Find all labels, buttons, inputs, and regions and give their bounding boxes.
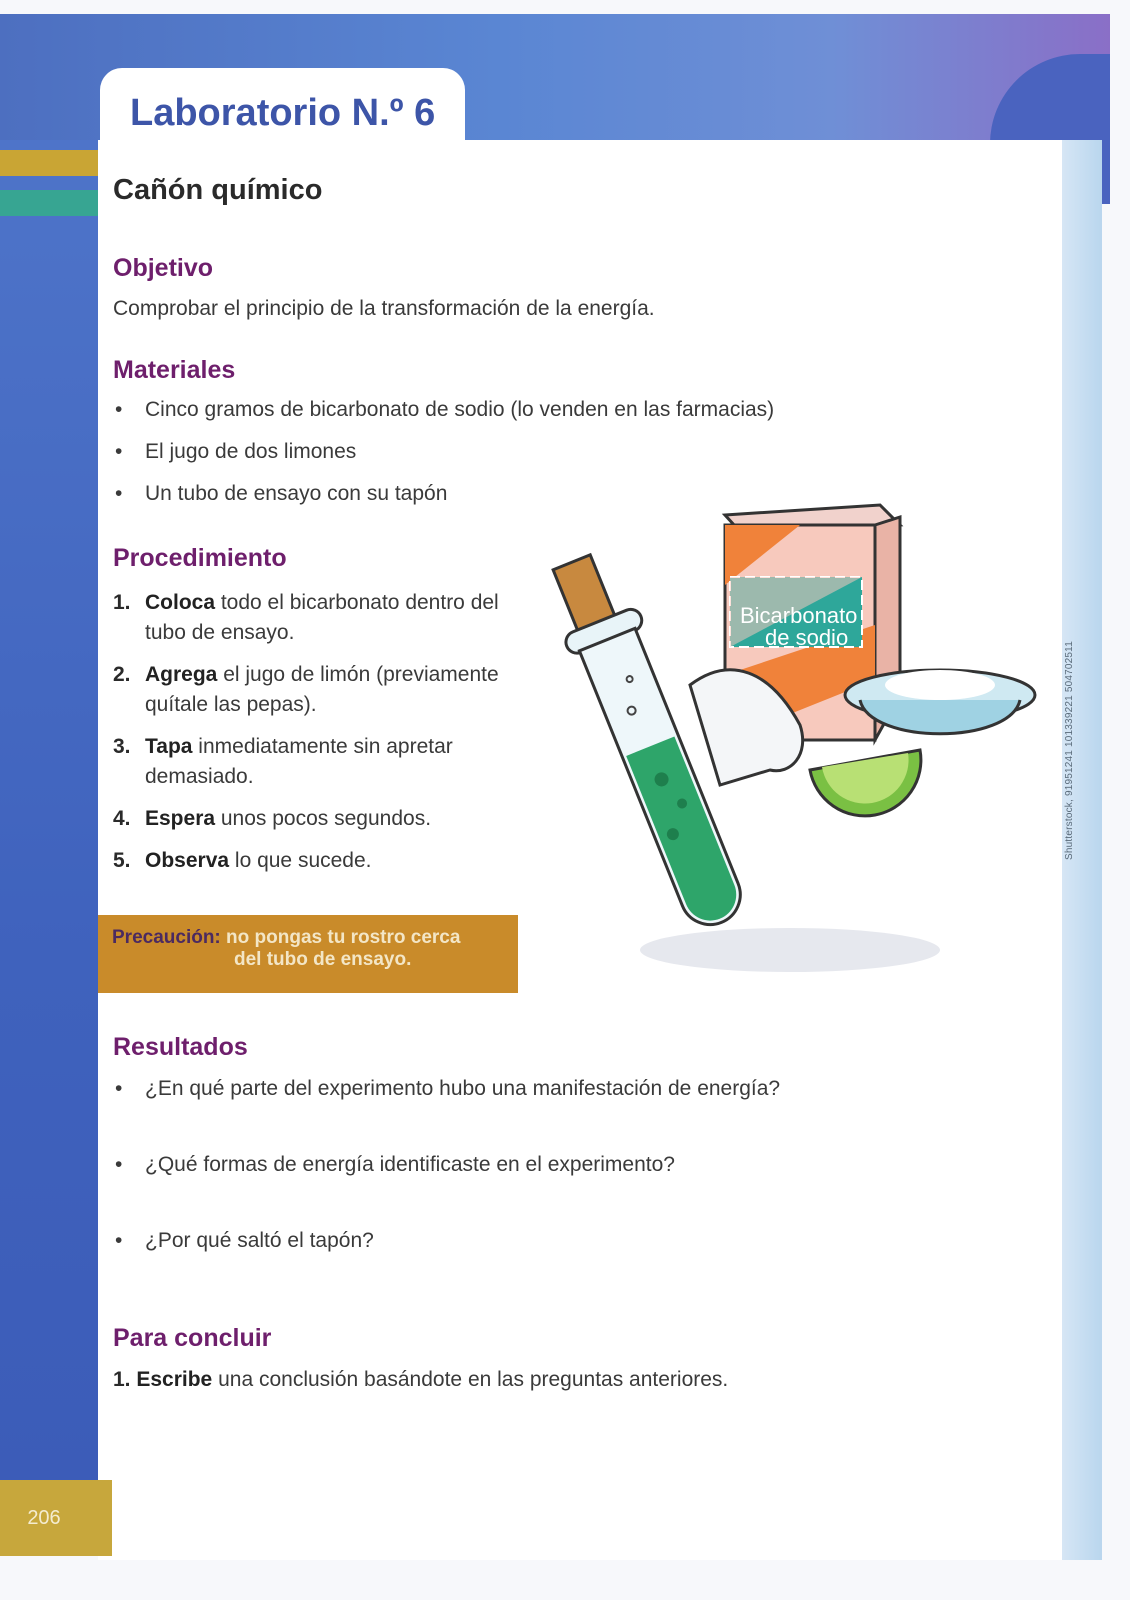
question-item: • ¿Por qué saltó el tapón? — [113, 1229, 780, 1253]
step-text: unos pocos segundos. — [215, 807, 432, 830]
step-number: 5. — [113, 849, 131, 872]
list-item: • Un tubo de ensayo con su tapón — [113, 482, 774, 506]
step-verb: Agrega — [145, 663, 218, 686]
step-number: 1. — [113, 591, 131, 614]
step-verb: Observa — [145, 849, 230, 872]
step-item — [113, 732, 543, 792]
box-label-1: Bicarbonato — [740, 603, 858, 628]
step-item — [113, 804, 543, 834]
caution-text-line2: del tubo de ensayo. — [234, 949, 412, 970]
list-item: • Cinco gramos de bicarbonato de sodio (lo venden en las farmacias) — [113, 398, 774, 422]
concluir-verb: Escribe — [136, 1368, 213, 1391]
step-number: 4. — [113, 807, 131, 830]
box-label-2: de sodio — [765, 625, 849, 650]
procedimiento-heading: Procedimiento — [113, 544, 287, 572]
lime-slice — [810, 750, 921, 816]
lab-title: Laboratorio N.º 6 — [130, 92, 436, 134]
shadow-shape — [640, 928, 940, 972]
concluir-item — [113, 1368, 728, 1392]
objetivo-heading: Objetivo — [113, 254, 214, 282]
concluir-text: una conclusión basándote en las preguntas anteriores. — [212, 1368, 729, 1391]
step-number: 3. — [113, 735, 131, 758]
lab-subtitle: Cañón químico — [113, 174, 323, 206]
gold-stripe — [0, 150, 98, 176]
question-item: • ¿En qué parte del experimento hubo una manifestación de energía? — [113, 1077, 780, 1101]
caution-box — [98, 915, 518, 993]
step-verb: Espera — [145, 807, 216, 830]
step-text: todo el bicarbonato dentro del tubo de ensayo. — [145, 591, 499, 644]
page-number: 206 — [0, 1480, 112, 1556]
resultados-heading: Resultados — [113, 1033, 248, 1061]
step-verb: Tapa — [145, 735, 193, 758]
materiales-heading: Materiales — [113, 356, 236, 384]
resultados-list — [113, 1077, 780, 1305]
image-credit: Shutterstock, 91951241 101339221 504702511 — [1064, 641, 1075, 860]
caution-text-line1: no pongas tu rostro cerca — [226, 927, 461, 948]
step-item — [113, 660, 543, 720]
objetivo-text: Comprobar el principio de la transformación de la energía. — [113, 297, 655, 320]
step-number: 2. — [113, 663, 131, 686]
step-verb: Coloca — [145, 591, 216, 614]
step-item — [113, 846, 543, 876]
concluir-heading: Para concluir — [113, 1324, 272, 1352]
teal-stripe — [0, 190, 98, 216]
step-text: lo que sucede. — [229, 849, 372, 872]
step-text: el jugo de limón (previamente quítale las pepas). — [145, 663, 499, 716]
procedimiento-steps — [113, 588, 543, 888]
concluir-number: 1. — [113, 1368, 131, 1391]
materiales-list — [113, 398, 774, 506]
step-item — [113, 588, 543, 648]
left-margin-band — [0, 140, 98, 1500]
list-item: • El jugo de dos limones — [113, 440, 774, 464]
experiment-illustration — [540, 495, 1060, 985]
question-item: • ¿Qué formas de energía identificaste en el experimento? — [113, 1153, 780, 1177]
step-text: inmediatamente sin apretar demasiado. — [145, 735, 453, 788]
caution-label: Precaución: — [112, 927, 221, 948]
